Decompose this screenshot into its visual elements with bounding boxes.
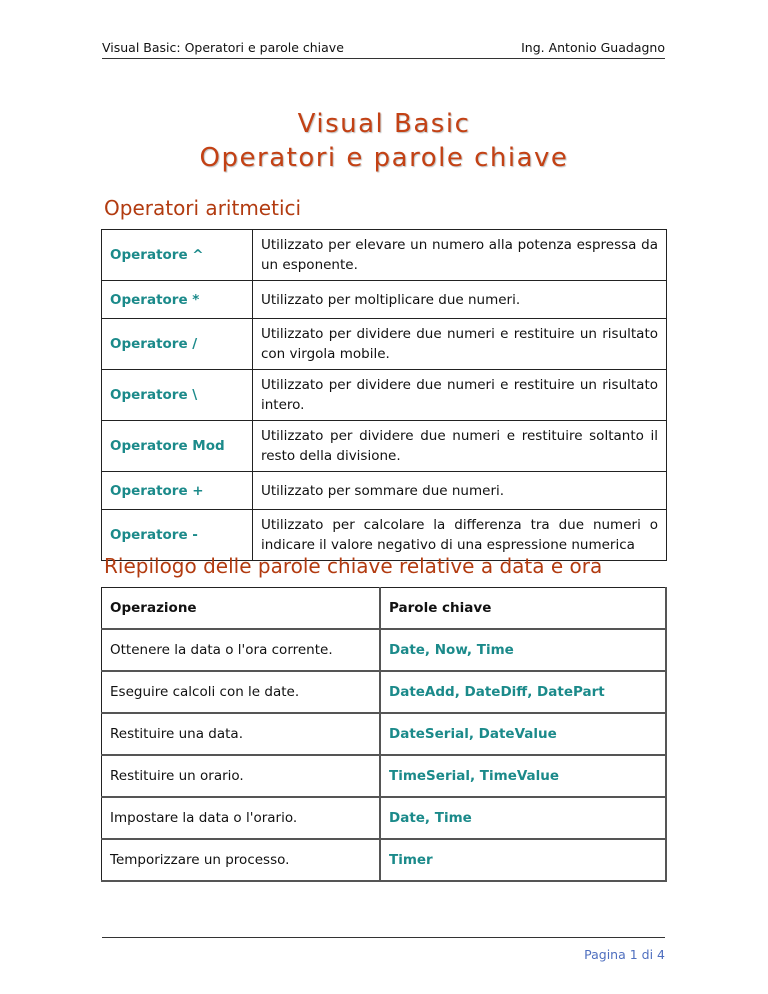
operator-name: Operatore * — [102, 281, 253, 319]
operator-description: Utilizzato per sommare due numeri. — [253, 472, 667, 510]
operator-name: Operatore ^ — [102, 230, 253, 281]
table-row — [102, 319, 667, 370]
document-title — [0, 107, 768, 176]
header-author: Ing. Antonio Guadagno — [521, 40, 665, 55]
operators-table — [101, 229, 667, 561]
page-number: Pagina 1 di 4 — [584, 947, 665, 962]
table-row — [102, 230, 667, 281]
page-header — [102, 36, 665, 59]
table-row — [102, 421, 667, 472]
keywords-cell: DateSerial, DateValue — [380, 713, 666, 755]
operation-cell: Impostare la data o l'orario. — [102, 797, 381, 839]
table-row — [102, 797, 667, 839]
title-line-1: Visual Basic — [297, 109, 471, 139]
keywords-cell: Timer — [380, 839, 666, 881]
table-row — [102, 370, 667, 421]
operators-heading: Operatori aritmetici — [104, 196, 302, 220]
keywords-cell: Date, Time — [380, 797, 666, 839]
operator-name: Operatore + — [102, 472, 253, 510]
table-row — [102, 629, 667, 671]
title-line-2: Operatori e parole chiave — [199, 143, 569, 174]
header-title: Visual Basic: Operatori e parole chiave — [102, 40, 344, 55]
table-row — [102, 671, 667, 713]
operation-cell: Ottenere la data o l'ora corrente. — [102, 629, 381, 671]
keywords-cell: TimeSerial, TimeValue — [380, 755, 666, 797]
date-keywords-table — [101, 587, 667, 882]
operator-description: Utilizzato per dividere due numeri e restituire un risultato con virgola mobile. — [253, 319, 667, 370]
operator-description: Utilizzato per calcolare la differenza tra due numeri o indicare il valore negativo di una espressione numerica — [253, 510, 667, 561]
operation-cell: Eseguire calcoli con le date. — [102, 671, 381, 713]
keywords-cell: DateAdd, DateDiff, DatePart — [380, 671, 666, 713]
operation-cell: Temporizzare un processo. — [102, 839, 381, 881]
table-row — [102, 839, 667, 881]
table-row — [102, 472, 667, 510]
footer-divider — [102, 937, 665, 938]
operator-name: Operatore - — [102, 510, 253, 561]
column-header-operation: Operazione — [102, 588, 381, 630]
operator-description: Utilizzato per dividere due numeri e restituire un risultato intero. — [253, 370, 667, 421]
operator-description: Utilizzato per elevare un numero alla potenza espressa da un esponente. — [253, 230, 667, 281]
operation-cell: Restituire una data. — [102, 713, 381, 755]
column-header-keywords: Parole chiave — [380, 588, 666, 630]
table-row — [102, 713, 667, 755]
table-header-row — [102, 588, 667, 630]
operator-name: Operatore \ — [102, 370, 253, 421]
operation-cell: Restituire un orario. — [102, 755, 381, 797]
operator-name: Operatore / — [102, 319, 253, 370]
table-row — [102, 755, 667, 797]
operator-description: Utilizzato per dividere due numeri e restituire soltanto il resto della divisione. — [253, 421, 667, 472]
keywords-cell: Date, Now, Time — [380, 629, 666, 671]
table-row — [102, 510, 667, 561]
operator-description: Utilizzato per moltiplicare due numeri. — [253, 281, 667, 319]
operator-name: Operatore Mod — [102, 421, 253, 472]
table-row — [102, 281, 667, 319]
dates-heading: Riepilogo delle parole chiave relative a data e ora — [104, 554, 603, 578]
